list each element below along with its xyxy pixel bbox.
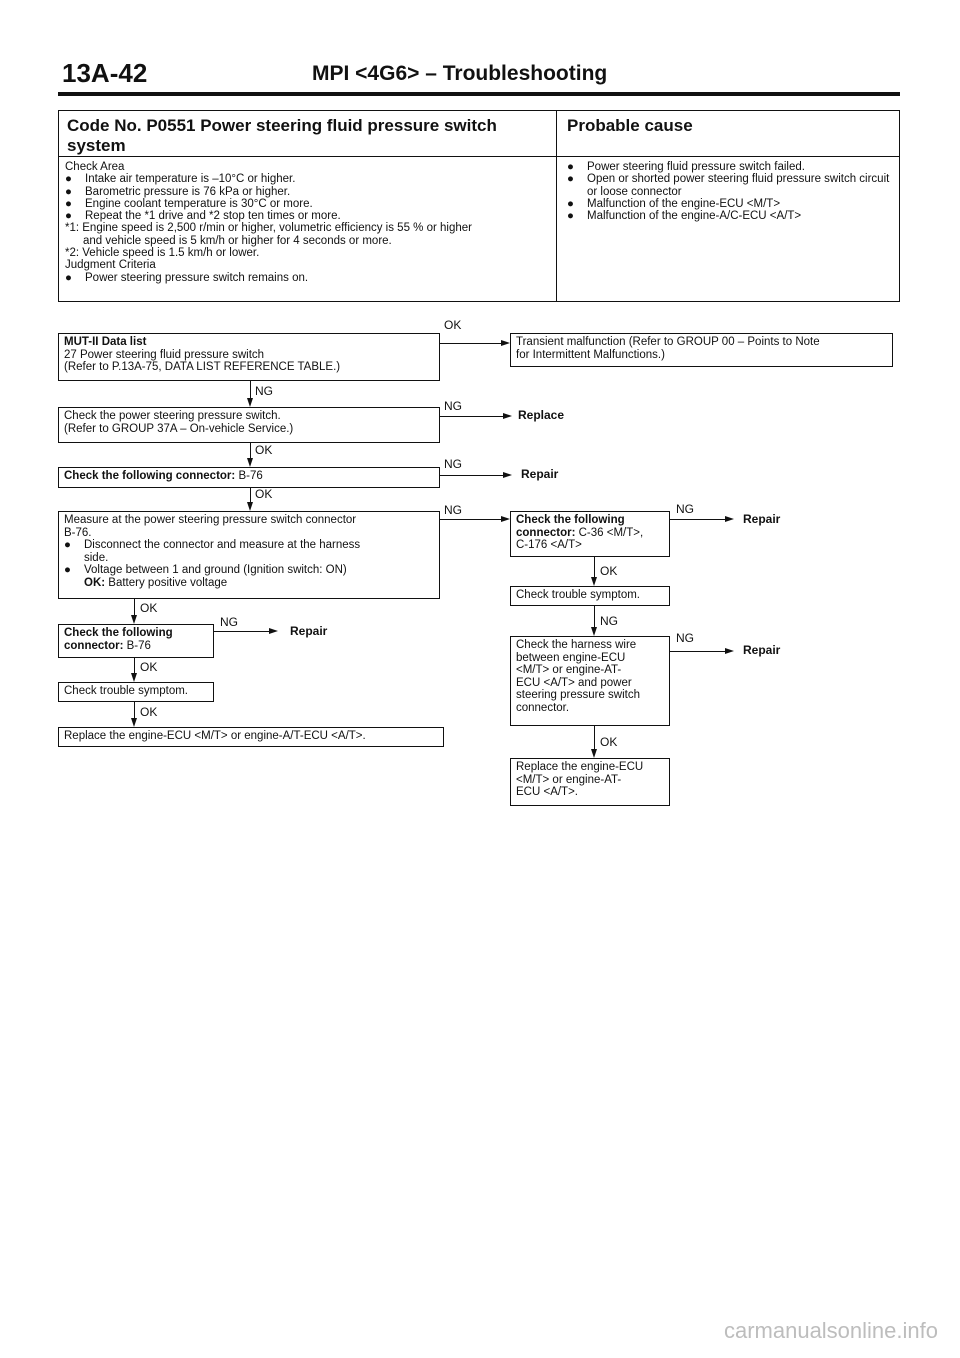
- connector-line: [250, 381, 251, 399]
- connector-line: [594, 726, 595, 750]
- list-item: ● Malfunction of the engine-A/C-ECU <A/T>: [567, 210, 802, 223]
- arrow-right-icon: [725, 648, 734, 654]
- connector-line: [134, 702, 135, 719]
- arrow-down-icon: [131, 718, 137, 727]
- judgment-label: Judgment Criteria: [65, 259, 156, 272]
- arrow-right-icon: [503, 472, 512, 478]
- list-item: ● Engine coolant temperature is 30°C or more.: [65, 197, 313, 210]
- repair-action: Repair: [290, 624, 328, 638]
- ok-label: OK: [600, 735, 618, 749]
- list-item: ● Intake air temperature is –10°C or higher.: [65, 173, 296, 186]
- arrow-down-icon: [131, 615, 137, 624]
- arrow-right-icon: [269, 628, 278, 634]
- ng-label: NG: [676, 631, 694, 645]
- arrow-down-icon: [247, 458, 253, 467]
- replace-action: Replace: [518, 408, 565, 422]
- ng-label: NG: [444, 457, 462, 471]
- ng-label: NG: [220, 615, 238, 629]
- probable-cause-title: Probable cause: [567, 116, 693, 135]
- check-trouble-symptom-left-box: Check trouble symptom.: [58, 682, 214, 702]
- replace-ecu-right-box: Replace the engine-ECU <M/T> or engine-AT- ECU <A/T>.: [510, 758, 670, 806]
- note-1: *1: Engine speed is 2,500 r/min or higher, volumetric efficiency is 55 % or higher: [65, 222, 472, 235]
- connector-line: [250, 443, 251, 459]
- connector-line: [670, 519, 726, 520]
- check-pressure-switch-box: Check the power steering pressure switch. (Refer to GROUP 37A – On-vehicle Service.): [58, 407, 440, 443]
- connector-line: [440, 519, 502, 520]
- repair-action: Repair: [743, 512, 781, 526]
- check-connector-b76-second-box: Check the following connector: B-76: [58, 624, 214, 658]
- ng-label: NG: [444, 399, 462, 413]
- check-area-section: [65, 161, 553, 284]
- watermark: carmanualsonline.info: [723, 1318, 938, 1343]
- arrow-right-icon: [503, 413, 512, 419]
- ok-label: OK: [140, 660, 158, 674]
- arrow-right-icon: [501, 340, 510, 346]
- list-item: ● Open or shorted power steering fluid pressure switch circuit or loose connector: [567, 173, 890, 198]
- connector-line: [594, 606, 595, 628]
- connector-line: [134, 599, 135, 616]
- connector-line: [250, 488, 251, 503]
- list-item: ● Barometric pressure is 76 kPa or higher.: [65, 185, 291, 198]
- ok-label: OK: [255, 443, 273, 457]
- page-title: MPI <4G6> – Troubleshooting: [312, 62, 608, 85]
- ng-label: NG: [255, 384, 273, 398]
- page-number: 13A-42: [62, 58, 148, 88]
- replace-ecu-left-box: Replace the engine-ECU <M/T> or engine-A/T-ECU <A/T>.: [58, 727, 444, 747]
- table-header-divider: [59, 156, 899, 157]
- arrow-right-icon: [501, 516, 510, 522]
- connector-line: [134, 658, 135, 674]
- ok-label: OK: [140, 601, 158, 615]
- connector-line: [594, 557, 595, 578]
- ok-label: OK: [444, 318, 462, 332]
- code-title: Code No. P0551 Power steering fluid pressure switch system: [67, 116, 497, 155]
- arrow-right-icon: [725, 516, 734, 522]
- check-trouble-symptom-right-box: Check trouble symptom.: [510, 586, 670, 606]
- list-item: ● Power steering pressure switch remains on.: [65, 271, 309, 284]
- check-area-label: Check Area: [65, 161, 125, 173]
- transient-malfunction-box: Transient malfunction (Refer to GROUP 00 – Points to Note for Intermittent Malfunctions.): [510, 333, 893, 367]
- list-item: ● Malfunction of the engine-ECU <M/T>: [567, 197, 781, 210]
- ok-label: OK: [600, 564, 618, 578]
- arrow-down-icon: [247, 398, 253, 407]
- check-connector-c36-box: Check the following connector: C-36 <M/T>, C-176 <A/T>: [510, 511, 670, 557]
- mut-data-list-box: MUT-II Data list 27 Power steering fluid pressure switch (Refer to P.13A-75, DATA LIST REFERENCE TABLE.): [58, 333, 440, 381]
- arrow-down-icon: [591, 627, 597, 636]
- connector-line: [214, 631, 270, 632]
- probable-cause-list: [567, 161, 897, 222]
- repair-action: Repair: [521, 467, 559, 481]
- note-1-continued: and vehicle speed is 5 km/h or higher for 4 seconds or more.: [83, 234, 392, 247]
- arrow-down-icon: [247, 502, 253, 511]
- measure-connector-box: Measure at the power steering pressure switch connector B-76. ● Disconnect the connector and measure at the harness side. ● Voltage between 1 and ground (Ignition switch: ON) OK: Battery positive voltage: [58, 511, 440, 599]
- code-table: [58, 110, 900, 302]
- check-harness-wire-box: Check the harness wire between engine-ECU <M/T> or engine-AT- ECU <A/T> and power steering pressure switch connector.: [510, 636, 670, 726]
- ng-label: NG: [600, 614, 618, 628]
- note-2: *2: Vehicle speed is 1.5 km/h or lower.: [65, 247, 260, 260]
- connector-line: [440, 343, 502, 344]
- arrow-down-icon: [591, 577, 597, 586]
- table-divider: [556, 111, 557, 301]
- ng-label: NG: [676, 502, 694, 516]
- check-connector-b76-box: Check the following connector: B-76: [58, 467, 440, 488]
- arrow-down-icon: [131, 673, 137, 682]
- connector-line: [670, 651, 726, 652]
- ok-label: OK: [255, 487, 273, 501]
- connector-line: [440, 416, 504, 417]
- list-item: ● Repeat the *1 drive and *2 stop ten times or more.: [65, 210, 341, 223]
- repair-action: Repair: [743, 643, 781, 657]
- ng-label: NG: [444, 503, 462, 517]
- list-item: ● Power steering fluid pressure switch failed.: [567, 161, 805, 173]
- ok-label: OK: [140, 705, 158, 719]
- arrow-down-icon: [591, 749, 597, 758]
- connector-line: [440, 475, 504, 476]
- header-rule: [58, 92, 900, 96]
